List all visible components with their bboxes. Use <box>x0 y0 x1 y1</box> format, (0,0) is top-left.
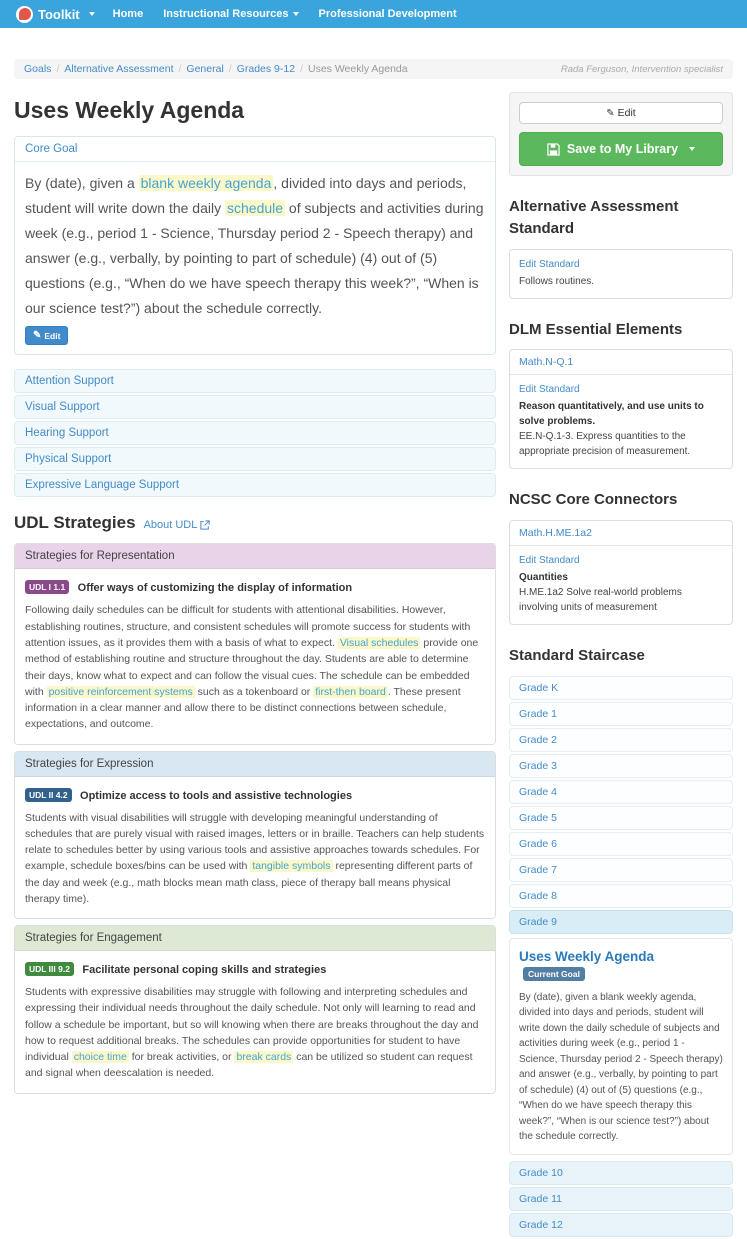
grade-row-12[interactable]: Grade 12 <box>509 1213 733 1237</box>
ncsc-core-connectors-heading: NCSC Core Connectors <box>509 491 678 509</box>
text-segment: Students with expressive disabilities may struggle with following and interpreting schedules and expressing their individual needs throughout the daily schedule. Not only will learning to read and follow a schedule be important, but so will knowing when there are breaks throughout the day and how to request additional breaks. The schedules can provide opportunities for student to have individual <box>25 986 479 1064</box>
support-row-physical[interactable]: Physical Support <box>14 447 496 471</box>
edit-standard-link[interactable]: Edit Standard <box>519 258 580 270</box>
highlighted-term-link[interactable]: break cards <box>236 1051 292 1064</box>
strategy-text <box>25 602 485 732</box>
text-segment: Students with visual disabilities will struggle with developing meaningful understanding of schedules that are purely visual with raised images, letters or in braille. Teachers can help students relate to schedules better by using various tools and assistive approaches towards schedules. For example, schedule boxes/bins can be used with <box>25 811 485 873</box>
grade-row-6[interactable]: Grade 6 <box>509 832 733 856</box>
edit-standard-link[interactable]: Edit Standard <box>519 384 580 396</box>
breadcrumb-separator: / <box>56 63 60 75</box>
grade-row-1[interactable]: Grade 1 <box>509 702 733 726</box>
ncsc-standard-code-link[interactable]: Math.H.ME.1a2 <box>510 521 732 546</box>
current-goal-panel <box>509 938 733 1155</box>
support-list <box>14 369 496 497</box>
current-goal-text: By (date), given a blank weekly agenda, divided into days and periods, student will write down the daily schedule of subjects and activities during week (e.g., period 1 - Science, Thursday period 2 - Speech therapy) and answer (e.g., verbally, by pointing to part of schedule) (4) out of (5) questions (e.g., “When do we have speech therapy this week?”, “When is our science test?”) about the schedule correctly. <box>519 991 723 1143</box>
strategies-engagement-header: Strategies for Engagement <box>15 926 495 951</box>
standard-text: Follows routines. <box>519 275 595 287</box>
highlighted-term-link[interactable]: tangible symbols <box>252 860 331 873</box>
grade-row-10[interactable]: Grade 10 <box>509 1161 733 1185</box>
text-segment: can be utilized so student can request and signal when deescalation is needed. <box>25 1051 473 1080</box>
breadcrumb-goals[interactable]: Goals <box>24 63 52 75</box>
strategy-title: Facilitate personal coping skills and strategies <box>82 964 327 977</box>
ncsc-panel <box>509 520 733 625</box>
standard-title: Quantities <box>519 572 568 583</box>
core-goal-text <box>25 171 485 320</box>
breadcrumb-current: Uses Weekly Agenda <box>308 63 408 75</box>
page-title: Uses Weekly Agenda <box>14 97 245 123</box>
highlighted-term-link[interactable]: schedule <box>227 199 284 216</box>
nav-instructional-resources[interactable]: Instructional Resources <box>163 8 298 20</box>
grade-row-9-active[interactable]: Grade 9 <box>509 910 733 934</box>
strategies-engagement-panel <box>14 925 496 1094</box>
strategy-title: Optimize access to tools and assistive technologies <box>80 789 353 802</box>
udl-badge: UDL III 9.2 <box>25 962 74 976</box>
grade-row-2[interactable]: Grade 2 <box>509 728 733 752</box>
grade-row-7[interactable]: Grade 7 <box>509 858 733 882</box>
edit-button[interactable]: ✎ Edit <box>519 102 723 124</box>
breadcrumb-separator: / <box>300 63 303 75</box>
strategy-text <box>25 984 485 1082</box>
sidebar <box>509 87 733 1239</box>
breadcrumb-separator: / <box>178 63 182 75</box>
actions-panel <box>509 92 733 176</box>
strategy-text <box>25 810 485 908</box>
udl-badge: UDL I 1.1 <box>25 580 69 594</box>
save-to-library-button[interactable]: Save to My Library <box>519 132 723 166</box>
alternative-assessment-standard-heading: Alternative Assessment Standard <box>509 198 679 237</box>
breadcrumb-general[interactable]: General <box>186 63 224 75</box>
strategy-title: Offer ways of customizing the display of information <box>77 582 353 595</box>
standard-title: Reason quantitatively, and use units to solve problems. <box>519 401 704 428</box>
dlm-panel <box>509 349 733 469</box>
highlighted-term-link[interactable]: Visual schedules <box>339 636 419 649</box>
save-icon <box>547 143 560 156</box>
chevron-down-icon <box>293 12 299 16</box>
text-segment: for break activities, or <box>128 1051 235 1064</box>
chevron-down-icon <box>689 147 695 151</box>
text-segment: provide one method of establishing routine and structure throughout the day. Students are able to determine their days, know what to expect and can follow the visual cues. The schedule can be embedded with <box>25 636 479 698</box>
edit-standard-link[interactable]: Edit Standard <box>519 555 580 566</box>
text-segment: such as a tokenboard or <box>194 685 314 698</box>
udl-badge: UDL II 4.2 <box>25 788 72 802</box>
support-row-expressive-language[interactable]: Expressive Language Support <box>14 473 496 497</box>
core-goal-header: Core Goal <box>15 137 495 162</box>
breadcrumb-alternative-assessment[interactable]: Alternative Assessment <box>64 63 174 75</box>
pencil-icon: ✎ <box>33 330 42 342</box>
strategies-expression-panel <box>14 751 496 920</box>
highlighted-term-link[interactable]: blank weekly agenda <box>140 175 272 191</box>
support-row-hearing[interactable]: Hearing Support <box>14 421 496 445</box>
about-udl-link[interactable]: About UDL <box>144 519 211 531</box>
highlighted-term-link[interactable]: positive reinforcement systems <box>48 685 193 698</box>
external-link-icon <box>200 520 210 530</box>
toolkit-logo-icon <box>16 6 33 23</box>
edit-goal-button[interactable]: ✎ Edit <box>25 326 68 345</box>
text-segment: Following daily schedules can be difficult for students with attentional disabilities. However, establishing routines, structure, and consistent schedules will promote success for students with attention issues, as it provides them with a basis of what to expect. <box>25 604 471 649</box>
chevron-down-icon <box>89 12 95 16</box>
breadcrumb-separator: / <box>228 63 232 75</box>
nav-home[interactable]: Home <box>112 8 144 20</box>
text-segment: . These present information in a clear manner and allow there to be distinct connections between schedule, expectations, and outcome. <box>25 685 461 731</box>
grade-row-k[interactable]: Grade K <box>509 676 733 700</box>
grade-row-5[interactable]: Grade 5 <box>509 806 733 830</box>
grade-row-8[interactable]: Grade 8 <box>509 884 733 908</box>
dlm-essential-elements-heading: DLM Essential Elements <box>509 320 683 338</box>
grade-row-3[interactable]: Grade 3 <box>509 754 733 778</box>
text-segment: , divided into days and periods, student will write down the daily <box>25 175 467 216</box>
standard-staircase-heading: Standard Staircase <box>509 647 645 664</box>
strategies-representation-panel <box>14 543 496 744</box>
breadcrumb <box>14 59 733 79</box>
text-segment: By (date), given a <box>25 175 139 191</box>
grade-row-11[interactable]: Grade 11 <box>509 1187 733 1211</box>
standard-description: H.ME.1a2 Solve real-world problems involving units of measurement <box>519 587 682 613</box>
grade-row-4[interactable]: Grade 4 <box>509 780 733 804</box>
nav-professional-development[interactable]: Professional Development <box>318 8 457 20</box>
alternative-assessment-standard-panel <box>509 249 733 299</box>
highlighted-term-link[interactable]: choice time <box>73 1051 127 1064</box>
strategies-expression-header: Strategies for Expression <box>15 752 495 777</box>
text-segment: of subjects and activities during week (e.g., period 1 - Science, Thursday period 2 - Speech therapy) and answer (e.g., verbally, by pointing to part of schedule) (4) out of (5) questions (e.g., “When do we have speech therapy this week?”, “When is our science test?”) about the schedule correctly. <box>25 199 484 316</box>
breadcrumb-grades-9-12[interactable]: Grades 9-12 <box>236 63 296 75</box>
support-row-attention[interactable]: Attention Support <box>14 369 496 393</box>
highlighted-term-link[interactable]: first-then board <box>315 685 386 698</box>
staircase-list <box>509 676 733 1237</box>
main-content <box>14 87 496 1100</box>
page-container <box>14 59 733 1239</box>
strategies-representation-header: Strategies for Representation <box>15 544 495 569</box>
dlm-standard-code-link[interactable]: Math.N-Q.1 <box>510 350 732 375</box>
core-goal-panel <box>14 136 496 355</box>
current-goal-badge: Current Goal <box>523 967 585 981</box>
brand-label: Toolkit <box>38 6 80 22</box>
current-goal-title-link[interactable]: Uses Weekly Agenda <box>519 948 655 964</box>
top-navbar <box>0 0 747 28</box>
brand-toolkit[interactable] <box>16 6 95 23</box>
author-attribution: Rada Ferguson, Intervention specialist <box>560 63 723 75</box>
standard-description: EE.N-Q.1-3. Express quantities to the appropriate precision of measurement. <box>519 431 691 458</box>
udl-strategies-heading: UDL Strategies <box>14 513 136 533</box>
support-row-visual[interactable]: Visual Support <box>14 395 496 419</box>
text-segment: representing different parts of the day and week (e.g., math blocks mean math class, piece of therapy ball means physical therapy time). <box>25 860 473 905</box>
pencil-icon: ✎ <box>606 108 615 119</box>
